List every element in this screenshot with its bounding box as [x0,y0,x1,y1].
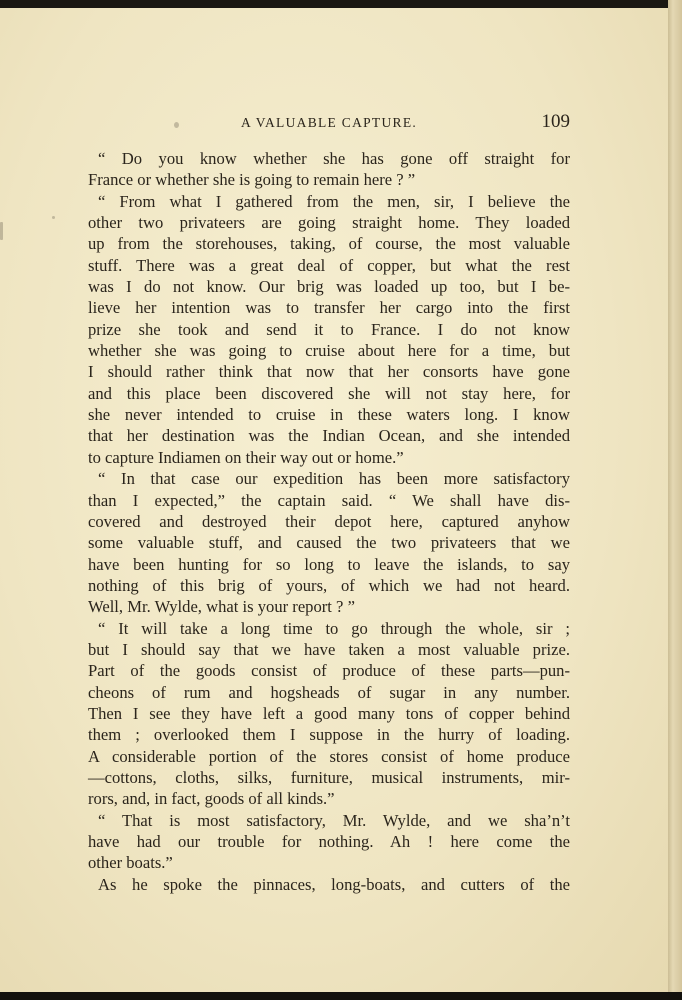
text-line: prize she took and send it to France. I do not know [88,319,570,339]
page-edge [668,0,682,1000]
text-line: rors, and, in fact, goods of all kinds.” [88,789,335,809]
text-line: some valuable stuff, and caused the two privateers that we [88,533,570,553]
text-line: “ It will take a long time to go through the whole, sir ; [98,618,570,638]
text-line: up from the storehouses, taking, of course, the most valuable [88,234,570,254]
text-line: “ From what I gathered from the men, sir, I believe the [98,191,570,211]
text-line: to capture Indiamen on their way out or home.” [88,447,404,467]
text-line: Then I see they have left a good many tons of copper behind [88,703,570,723]
text-line: “ That is most satisfactory, Mr. Wylde, and we sha’n’t [98,810,570,830]
text-line: have been hunting for so long to leave the islands, to say [88,554,570,574]
text-line: them ; overlooked them I suppose in the hurry of loading. [88,725,570,745]
scan-border [0,992,682,1000]
text-line: France or whether she is going to remain here ? ” [88,170,416,190]
text-line: lieve her intention was to transfer her cargo into the first [88,298,570,318]
text-line: than I expected,” the captain said. “ We shall have dis- [88,490,570,510]
text-line: nothing of this brig of yours, of which we had not heard. [88,575,570,595]
text-line: I should rather think that now that her consorts have gone [88,362,570,382]
text-line: stuff. There was a great deal of copper, but what the rest [88,255,570,275]
paper-speck [52,216,55,219]
running-title: A VALUABLE CAPTURE. [240,115,418,130]
paper-speck [0,222,3,240]
text-line: was I do not know. Our brig was loaded up too, but I be- [88,277,570,297]
text-line: other two privateers are going straight home. They loaded [88,213,570,233]
text-line: A considerable portion of the stores consist of home produce [88,746,570,766]
text-line: and this place been discovered she will not stay here, for [88,383,570,403]
text-line: but I should say that we have taken a most valuable prize. [88,639,570,659]
page-header [88,106,570,138]
text-line: As he spoke the pinnaces, long-boats, and cutters of the [98,874,570,894]
text-line: —cottons, cloths, silks, furniture, musical instruments, mir- [88,767,570,787]
text-line: whether she was going to cruise about here for a time, but [88,341,570,361]
page-number: 109 [541,111,570,132]
text-line: “ Do you know whether she has gone off straight for [98,149,570,168]
text-line: she never intended to cruise in these waters long. I know [88,405,570,425]
text-line: “ In that case our expedition has been more satisfactory [98,469,570,489]
text-line: covered and destroyed their depot here, captured anyhow [88,511,570,531]
text-line: Well, Mr. Wylde, what is your report ? ” [88,597,355,617]
text-line: have had our trouble for nothing. Ah ! here come the [88,832,570,851]
text-line: Part of the goods consist of produce of these parts—pun- [88,661,570,681]
text-line: cheons of rum and hogsheads of sugar in any number. [88,682,570,702]
text-line: other boats.” [88,853,173,873]
body-text [88,148,570,895]
text-line: that her destination was the Indian Ocean, and she intended [88,426,570,446]
book-page [0,8,668,992]
